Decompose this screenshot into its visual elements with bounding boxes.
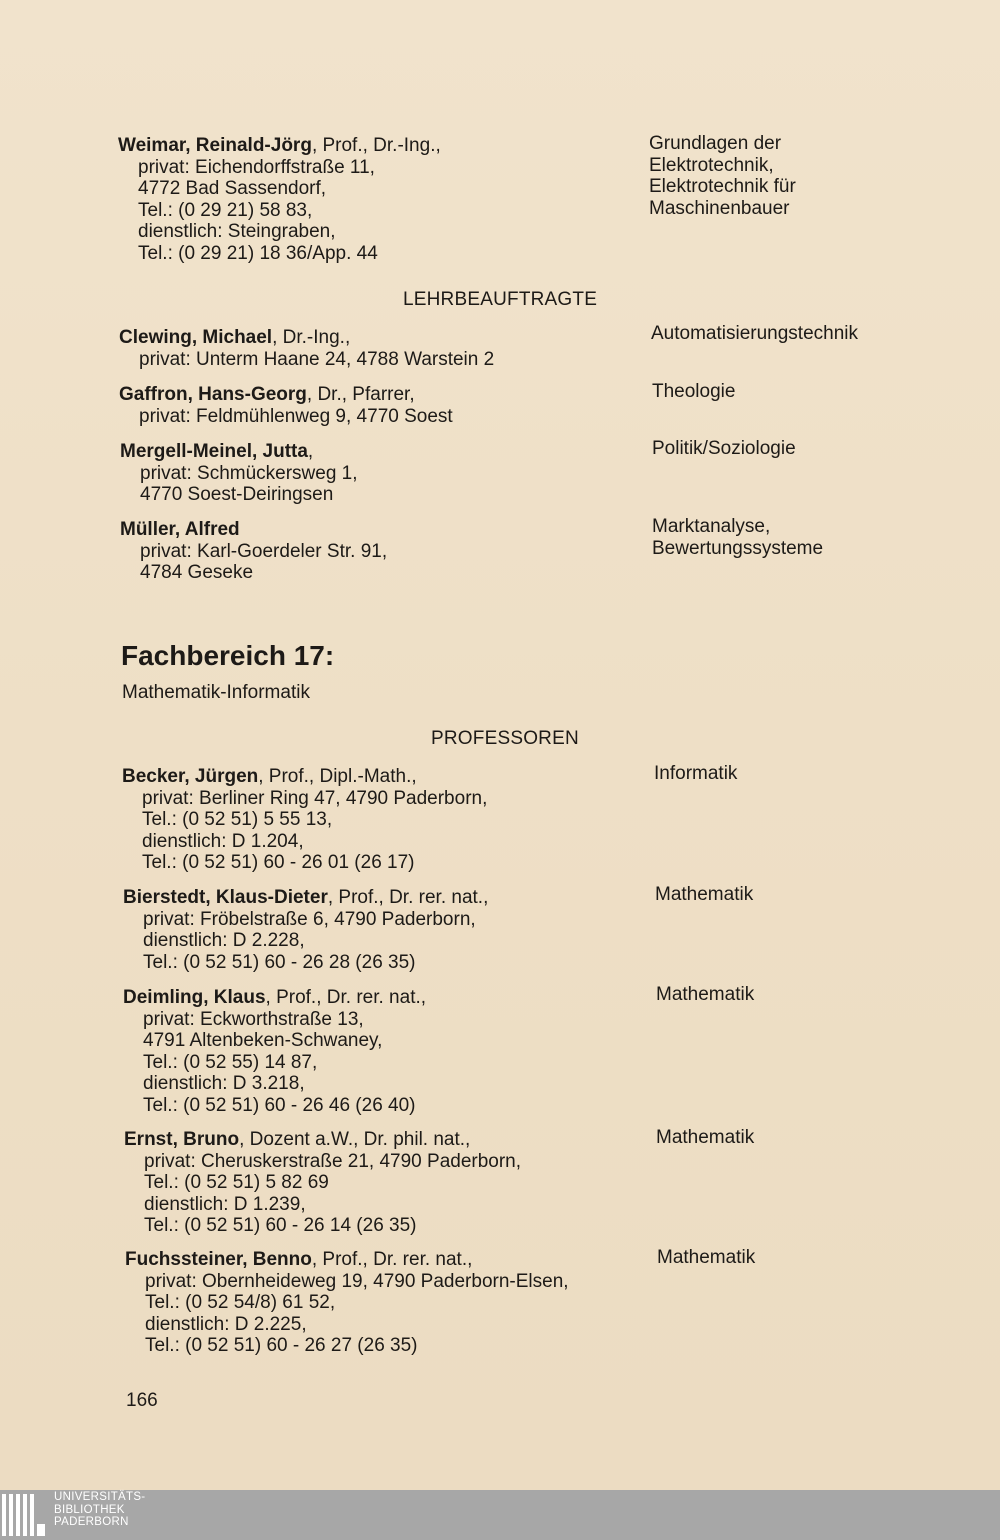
person-title: , Dr., Pfarrer,	[306, 384, 415, 405]
subject-weimar: Grundlagen der Elektrotechnik, Elektrotechnik für Maschinenbauer	[649, 133, 796, 219]
person-name: Ernst, Bruno	[124, 1129, 240, 1150]
address-line: 4791 Altenbeken-Schwaney,	[143, 1030, 383, 1052]
person-entry-weimar	[118, 135, 441, 265]
address-line: privat: Eckworthstraße 13,	[143, 1008, 364, 1030]
address-line: Tel.: (0 52 51) 60 - 26 46 (26 40)	[143, 1094, 416, 1116]
person-entry-fuchssteiner	[125, 1249, 569, 1357]
address-line: 4784 Geseke	[140, 562, 254, 584]
address-line: Tel.: (0 29 21) 18 36/App. 44	[138, 242, 378, 264]
address-line: Tel.: (0 52 51) 60 - 26 14 (26 35)	[144, 1215, 417, 1237]
person-title: ,	[307, 441, 314, 462]
address-line: 4770 Soest-Deiringsen	[140, 484, 334, 506]
address-line: dienstlich: D 2.225,	[145, 1313, 307, 1335]
address-line: Tel.: (0 52 51) 60 - 26 27 (26 35)	[145, 1335, 418, 1357]
address-line: privat: Schmückersweg 1,	[140, 462, 358, 484]
person-entry-gaffron	[119, 384, 453, 427]
address-line: dienstlich: D 1.239,	[144, 1193, 306, 1215]
address-line: Tel.: (0 29 21) 58 83,	[138, 199, 313, 221]
address-line: Tel.: (0 52 51) 60 - 26 28 (26 35)	[143, 951, 416, 973]
footer-bar	[0, 1490, 1000, 1540]
fachbereich-subtitle: Mathematik-Informatik	[122, 682, 310, 703]
subject-becker: Informatik	[654, 763, 738, 784]
address-line: privat: Berliner Ring 47, 4790 Paderborn,	[142, 787, 488, 809]
person-title: , Prof., Dipl.-Math.,	[258, 766, 417, 787]
address-line: privat: Obernheideweg 19, 4790 Paderborn-Elsen,	[145, 1270, 569, 1292]
fachbereich-title: Fachbereich 17:	[121, 640, 335, 671]
person-entry-mergell-meinel	[120, 441, 358, 506]
person-title: , Prof., Dr. rer. nat.,	[265, 987, 427, 1008]
address-line: privat: Feldmühlenweg 9, 4770 Soest	[139, 405, 453, 427]
address-line: privat: Eichendorffstraße 11,	[138, 156, 375, 178]
person-entry-becker	[122, 766, 487, 874]
address-line: dienstlich: Steingraben,	[138, 221, 336, 243]
subject-mergell-meinel: Politik/Soziologie	[652, 438, 796, 459]
person-name: Fuchssteiner, Benno	[125, 1249, 312, 1270]
address-line: privat: Fröbelstraße 6, 4790 Paderborn,	[143, 908, 476, 930]
subject-ernst: Mathematik	[656, 1127, 755, 1148]
person-title: , Prof., Dr. rer. nat.,	[327, 887, 489, 908]
address-line: Tel.: (0 52 51) 5 55 13,	[142, 809, 333, 831]
subject-bierstedt: Mathematik	[655, 884, 754, 905]
person-title: , Dr.-Ing.,	[272, 327, 351, 348]
library-bars-icon	[2, 1494, 48, 1536]
section-heading-professoren: PROFESSOREN	[431, 728, 579, 749]
person-title: , Dozent a.W., Dr. phil. nat.,	[239, 1129, 471, 1150]
subject-deimling: Mathematik	[656, 984, 755, 1005]
subject-clewing: Automatisierungstechnik	[651, 323, 858, 344]
subject-mueller: Marktanalyse, Bewertungssysteme	[652, 516, 824, 559]
person-entry-mueller	[120, 519, 387, 584]
page-number: 166	[126, 1390, 158, 1411]
person-name: Mergell-Meinel, Jutta	[120, 441, 308, 462]
person-name: Clewing, Michael	[119, 327, 273, 348]
person-entry-ernst	[124, 1129, 521, 1237]
address-line: Tel.: (0 52 51) 60 - 26 01 (26 17)	[142, 852, 415, 874]
person-entry-clewing	[119, 327, 494, 370]
person-name: Gaffron, Hans-Georg	[119, 384, 307, 405]
address-line: privat: Karl-Goerdeler Str. 91,	[140, 540, 388, 562]
person-name: Deimling, Klaus	[123, 987, 266, 1008]
address-line: Tel.: (0 52 51) 5 82 69	[144, 1172, 329, 1194]
subject-gaffron: Theologie	[652, 381, 736, 402]
library-logo-text: UNIVERSITÄTS- BIBLIOTHEK PADERBORN	[54, 1491, 146, 1528]
address-line: Tel.: (0 52 55) 14 87,	[143, 1051, 318, 1073]
address-line: privat: Cheruskerstraße 21, 4790 Paderborn,	[144, 1150, 522, 1172]
address-line: dienstlich: D 1.204,	[142, 830, 304, 852]
person-name: Bierstedt, Klaus-Dieter	[123, 887, 328, 908]
address-line: dienstlich: D 3.218,	[143, 1073, 305, 1095]
person-name: Weimar, Reinald-Jörg	[118, 135, 312, 156]
person-title: , Prof., Dr.-Ing.,	[311, 135, 441, 156]
person-title: , Prof., Dr. rer. nat.,	[311, 1249, 473, 1270]
address-line: Tel.: (0 52 54/8) 61 52,	[145, 1292, 336, 1314]
address-line: dienstlich: D 2.228,	[143, 930, 305, 952]
person-name: Müller, Alfred	[120, 519, 240, 540]
address-line: 4772 Bad Sassendorf,	[138, 178, 327, 200]
person-entry-bierstedt	[123, 887, 488, 973]
person-entry-deimling	[123, 987, 426, 1117]
subject-fuchssteiner: Mathematik	[657, 1247, 756, 1268]
person-name: Becker, Jürgen	[122, 766, 259, 787]
section-heading-lehrbeauftragte: LEHRBEAUFTRAGTE	[403, 289, 598, 310]
address-line: privat: Unterm Haane 24, 4788 Warstein 2	[139, 348, 495, 370]
